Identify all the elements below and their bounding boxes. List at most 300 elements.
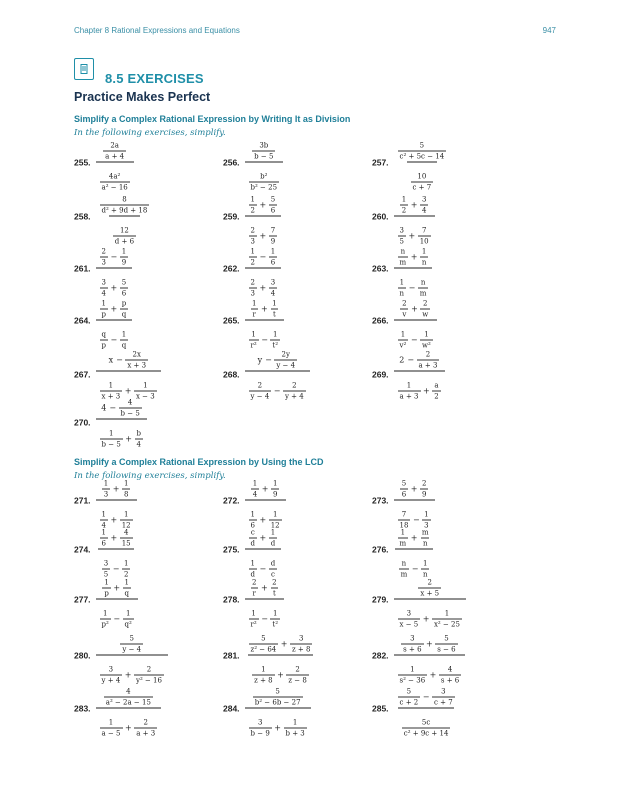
fraction-denominator: x + 3 — [101, 392, 121, 401]
operator: + — [110, 283, 118, 293]
fraction-numerator: 2 — [143, 718, 148, 727]
fraction-denominator: 3 — [424, 521, 429, 530]
expression-row — [99, 248, 130, 267]
fraction-denominator: r — [252, 589, 256, 598]
inner-fraction — [400, 480, 408, 499]
operator: − — [273, 386, 281, 396]
operator: − — [259, 564, 267, 574]
inner-fraction — [100, 529, 108, 548]
exercise-number: 267. — [74, 369, 91, 379]
fraction-numerator: 3 — [270, 278, 276, 287]
fraction-denominator: b + 3 — [285, 729, 305, 738]
complex-fraction — [245, 678, 311, 739]
fraction-numerator: 2x — [132, 350, 141, 359]
operator: + — [261, 484, 269, 494]
fraction-numerator: 2 — [425, 350, 431, 359]
exercise-282 — [372, 625, 466, 686]
complex-numerator — [396, 186, 433, 216]
fraction-numerator: 1 — [101, 528, 107, 537]
fraction-numerator: 3 — [410, 634, 415, 643]
exercise-number: 269. — [372, 369, 389, 379]
fraction-denominator: 4 — [136, 440, 141, 449]
fraction-denominator: 6 — [270, 206, 276, 215]
exercise-number: 270. — [74, 417, 91, 427]
fraction-denominator: p² — [101, 620, 109, 629]
inner-fraction — [249, 248, 257, 267]
fraction-numerator: 1 — [272, 609, 278, 618]
complex-numerator — [100, 678, 157, 708]
expression-row — [397, 248, 430, 267]
exercise-257 — [372, 132, 451, 193]
operator: − — [265, 355, 272, 365]
exercise-number: 279. — [372, 594, 389, 604]
expression-row — [256, 351, 298, 370]
fraction-denominator: 4 — [101, 521, 107, 530]
fraction-numerator: 3 — [399, 226, 405, 235]
fraction-denominator: z + 8 — [291, 645, 311, 654]
inner-fraction — [120, 529, 133, 548]
term: x — [108, 355, 114, 365]
fraction-denominator: d — [250, 570, 256, 579]
fraction-denominator: a + 3 — [136, 729, 156, 738]
inner-fraction — [120, 635, 143, 654]
fraction-numerator: n — [401, 559, 407, 568]
operator: + — [112, 484, 120, 494]
complex-numerator — [96, 186, 154, 216]
fraction-denominator: p — [104, 589, 109, 598]
fraction-denominator: s + 6 — [403, 645, 422, 654]
complex-numerator — [245, 186, 282, 216]
instruction-lcd: In the following exercises, simplify. — [74, 471, 226, 481]
fraction-denominator: t² — [272, 620, 279, 629]
fraction-denominator: s² − 36 — [399, 676, 426, 685]
pencil-paper-icon — [74, 58, 94, 80]
inner-fraction — [100, 430, 123, 449]
expression-row — [248, 196, 279, 215]
expression-row — [398, 351, 441, 370]
fraction-denominator: q — [124, 589, 130, 598]
exercise-264 — [74, 290, 133, 351]
fraction-denominator: z² − 64 — [250, 645, 277, 654]
expression-row — [248, 529, 279, 548]
operator: + — [426, 639, 433, 649]
fraction-numerator: n — [420, 278, 426, 287]
fraction-numerator: c — [250, 528, 255, 537]
complex-fraction — [245, 347, 310, 402]
fraction-numerator: 1 — [272, 299, 277, 308]
fraction-numerator: 1 — [424, 330, 429, 339]
complex-numerator — [394, 678, 459, 708]
fraction-denominator: 6 — [250, 521, 256, 530]
fraction-denominator: 4 — [270, 289, 276, 298]
inner-fraction — [401, 635, 423, 654]
fraction-numerator: 1 — [261, 665, 266, 674]
inner-fraction — [269, 529, 277, 548]
complex-fraction — [96, 395, 147, 450]
fraction-numerator: 3 — [298, 634, 304, 643]
complex-numerator — [414, 569, 445, 599]
inner-fraction — [432, 382, 440, 401]
fraction-numerator: 1 — [102, 609, 108, 618]
expression-row — [103, 688, 154, 707]
fraction-numerator: 5 — [275, 687, 280, 696]
fraction-numerator: 3 — [108, 665, 114, 674]
fraction-denominator: x + 5 — [420, 589, 440, 598]
inner-fraction — [100, 248, 108, 267]
fraction-numerator: 1 — [270, 528, 276, 537]
fraction-numerator: 1 — [272, 479, 278, 488]
operator: − — [412, 515, 420, 525]
fraction-numerator: 2 — [272, 578, 277, 587]
expression-row — [252, 688, 304, 707]
fraction-denominator: c — [271, 570, 275, 579]
inner-fraction — [402, 719, 451, 738]
fraction-denominator: s + 6 — [440, 676, 460, 685]
fraction-numerator: 5 — [419, 141, 425, 150]
fraction-numerator: 1 — [108, 718, 114, 727]
fraction-numerator: 1 — [252, 479, 258, 488]
fraction-denominator: x + 3 — [127, 361, 147, 370]
fraction-numerator: 1 — [272, 510, 278, 519]
fraction-numerator: 2 — [101, 247, 107, 256]
complex-numerator — [247, 470, 284, 500]
fraction-numerator: 5 — [406, 687, 412, 696]
section-subtitle: Practice Makes Perfect — [74, 90, 211, 104]
fraction-numerator: d — [270, 559, 276, 568]
exercise-number: 259. — [223, 211, 240, 221]
fraction-numerator: 5 — [270, 195, 276, 204]
complex-denominator — [96, 419, 147, 450]
inner-fraction — [398, 382, 421, 401]
term: y — [257, 355, 263, 365]
expression-row — [249, 579, 280, 598]
operator: − — [408, 283, 416, 293]
fraction-denominator: t² — [272, 341, 279, 350]
fraction-denominator: m — [399, 539, 407, 548]
complex-numerator — [96, 290, 133, 320]
fraction-numerator: 2 — [423, 299, 428, 308]
fraction-denominator: a − 5 — [101, 729, 121, 738]
complex-fraction — [394, 132, 451, 193]
fraction-denominator: v — [402, 310, 407, 319]
fraction-denominator: m — [399, 258, 407, 267]
fraction-numerator: 2 — [292, 381, 297, 390]
exercise-number: 285. — [372, 703, 389, 713]
fraction-numerator: 1 — [251, 299, 257, 308]
operator: − — [261, 614, 268, 624]
fraction-denominator: 5 — [399, 237, 405, 246]
fraction-numerator: 1 — [121, 330, 127, 339]
fraction-denominator: 2 — [434, 392, 439, 401]
complex-fraction — [394, 290, 437, 351]
fraction-numerator: 1 — [108, 381, 114, 390]
exercise-number: 260. — [372, 211, 389, 221]
fraction-numerator: 1 — [125, 609, 131, 618]
objective-heading-lcd: Simplify a Complex Rational Expression by Using the LCD — [74, 457, 324, 467]
fraction-denominator: t — [272, 310, 276, 319]
fraction-denominator: b − 5 — [101, 440, 121, 449]
fraction-numerator: 1 — [123, 559, 129, 568]
exercise-285 — [372, 678, 460, 739]
fraction-denominator: x − 5 — [399, 620, 419, 629]
fraction-denominator: a² − 2a − 15 — [105, 698, 151, 707]
fraction-denominator: 5 — [103, 570, 109, 579]
inner-fraction — [125, 351, 148, 370]
fraction-numerator: 2 — [421, 479, 427, 488]
fraction-numerator: 5 — [261, 634, 266, 643]
exercise-number: 277. — [74, 594, 91, 604]
operator: + — [410, 252, 418, 262]
complex-fraction — [394, 678, 459, 739]
operator: + — [411, 304, 418, 314]
inner-fraction — [432, 688, 455, 707]
complex-numerator — [116, 625, 147, 655]
operator: + — [410, 484, 418, 494]
fraction-denominator: c + 7 — [412, 183, 432, 192]
fraction-numerator: 1 — [123, 479, 129, 488]
expression-row — [249, 300, 280, 319]
complex-numerator — [96, 238, 133, 268]
fraction-numerator: 1 — [250, 510, 256, 519]
inner-fraction — [269, 196, 277, 215]
complex-numerator — [245, 625, 317, 655]
inner-fraction — [120, 248, 128, 267]
fraction-numerator: 7 — [421, 226, 427, 235]
expression-row — [99, 300, 130, 319]
operator: + — [280, 639, 288, 649]
operator: + — [113, 583, 121, 593]
expression-row — [400, 635, 458, 654]
inner-fraction — [398, 142, 447, 161]
fraction-denominator: 15 — [121, 539, 131, 548]
expression-row — [397, 688, 456, 707]
expression-row — [248, 719, 308, 738]
expression-row — [399, 196, 430, 215]
exercise-number: 271. — [74, 495, 91, 505]
exercise-number: 262. — [223, 263, 240, 273]
inner-fraction — [102, 480, 110, 499]
inner-fraction — [100, 300, 108, 319]
operator: + — [259, 533, 267, 543]
inner-fraction — [420, 480, 428, 499]
operator: − — [407, 355, 415, 365]
fraction-denominator: 6 — [101, 539, 107, 548]
fraction-numerator: 1 — [101, 299, 107, 308]
fraction-numerator: 3 — [441, 687, 446, 696]
exercise-number: 257. — [372, 157, 389, 167]
fraction-denominator: 6 — [121, 289, 127, 298]
fraction-denominator: x² − 25 — [433, 620, 460, 629]
operator: + — [429, 670, 437, 680]
fraction-numerator: 3 — [101, 278, 107, 287]
inner-fraction — [417, 351, 440, 370]
exercise-number: 273. — [372, 495, 389, 505]
fraction-denominator: 3 — [250, 289, 256, 298]
fraction-numerator: 1 — [103, 479, 109, 488]
fraction-denominator: b² − 25 — [250, 183, 278, 192]
fraction-numerator: 1 — [399, 278, 405, 287]
fraction-numerator: b² — [260, 172, 268, 181]
fraction-denominator: 2 — [401, 206, 407, 215]
complex-fraction — [96, 132, 134, 193]
fraction-denominator: 3 — [101, 258, 107, 267]
operator: + — [422, 614, 430, 624]
exercise-283 — [74, 678, 162, 739]
fraction-numerator: 4 — [447, 665, 453, 674]
fraction-numerator: 1 — [123, 510, 129, 519]
inner-fraction — [290, 635, 312, 654]
inner-fraction — [100, 196, 150, 215]
inner-fraction — [135, 430, 143, 449]
fraction-denominator: 2 — [250, 206, 256, 215]
fraction-numerator: a — [434, 381, 439, 390]
fraction-numerator: 2 — [402, 299, 407, 308]
complex-denominator — [394, 371, 445, 402]
expression-row — [101, 579, 132, 598]
complex-numerator — [96, 519, 137, 549]
fraction-denominator: w — [422, 310, 429, 319]
inner-fraction — [398, 248, 409, 267]
fraction-numerator: 1 — [251, 330, 256, 339]
fraction-numerator: 2 — [250, 278, 256, 287]
complex-fraction — [96, 290, 133, 351]
complex-fraction — [394, 347, 445, 402]
expression-row — [101, 480, 132, 499]
expression-row — [100, 399, 143, 418]
complex-fraction — [394, 625, 466, 686]
fraction-denominator: d + 6 — [114, 237, 135, 246]
complex-numerator — [99, 132, 130, 162]
fraction-denominator: c + 7 — [433, 698, 453, 707]
inner-fraction — [270, 579, 278, 598]
exercise-number: 264. — [74, 315, 91, 325]
instruction-division: In the following exercises, simplify. — [74, 128, 226, 138]
fraction-denominator: z + 8 — [254, 676, 273, 685]
exercise-265 — [223, 290, 285, 351]
exercise-255 — [74, 132, 135, 193]
exercise-number: 265. — [223, 315, 240, 325]
fraction-numerator: 8 — [122, 195, 127, 204]
exercise-268 — [223, 347, 311, 402]
fraction-denominator: a + 3 — [399, 392, 419, 401]
inner-fraction — [253, 688, 303, 707]
inner-fraction — [435, 635, 457, 654]
fraction-denominator: c + 2 — [399, 698, 419, 707]
expression-row — [399, 300, 431, 319]
exercise-284 — [223, 678, 312, 739]
fraction-denominator: q — [121, 310, 127, 319]
expression-row — [417, 579, 442, 598]
complex-numerator — [98, 470, 135, 500]
inner-fraction — [250, 300, 258, 319]
fraction-numerator: 1 — [250, 195, 256, 204]
fraction-numerator: 5 — [121, 278, 127, 287]
operator: + — [125, 434, 132, 444]
complex-fraction — [245, 569, 284, 630]
fraction-denominator: q² — [124, 620, 132, 629]
inner-fraction — [420, 529, 431, 548]
fraction-denominator: y + 4 — [284, 392, 304, 401]
inner-fraction — [270, 300, 278, 319]
operator: − — [411, 564, 419, 574]
fraction-denominator: n — [422, 570, 428, 579]
exercise-number: 280. — [74, 650, 91, 660]
inner-fraction — [420, 196, 428, 215]
chapter-title: Chapter 8 Rational Expressions and Equations — [74, 26, 240, 35]
fraction-numerator: 2 — [257, 381, 263, 390]
fraction-denominator: y − 4 — [250, 392, 270, 401]
fraction-numerator: m — [421, 528, 429, 537]
inner-fraction — [400, 196, 408, 215]
fraction-numerator: 2 — [295, 665, 300, 674]
expression-row — [99, 529, 134, 548]
inner-fraction — [120, 300, 128, 319]
exercise-270 — [74, 395, 148, 450]
inner-fraction — [398, 688, 421, 707]
expression-row — [248, 635, 314, 654]
exercise-number: 272. — [223, 495, 240, 505]
inner-fraction — [400, 300, 408, 319]
exercise-278 — [223, 569, 285, 630]
complex-numerator — [249, 678, 307, 708]
fraction-numerator: 1 — [143, 381, 148, 390]
expression-row — [248, 248, 279, 267]
operator: + — [259, 515, 267, 525]
fraction-denominator: n — [421, 258, 427, 267]
operator: − — [259, 252, 267, 262]
fraction-denominator: y² − 16 — [135, 676, 162, 685]
inner-fraction — [249, 635, 279, 654]
fraction-denominator: d — [270, 539, 276, 548]
exercise-number: 283. — [74, 703, 91, 713]
fraction-denominator: 3 — [103, 490, 109, 499]
operator: − — [110, 335, 118, 345]
fraction-denominator: d² + 9d + 18 — [101, 206, 148, 215]
complex-numerator — [104, 347, 152, 371]
complex-denominator — [245, 708, 311, 739]
operator: + — [277, 670, 284, 680]
fraction-numerator: 7 — [270, 226, 276, 235]
fraction-numerator: 2 — [250, 226, 256, 235]
inner-fraction — [122, 480, 130, 499]
fraction-numerator: 1 — [108, 429, 114, 438]
fraction-numerator: 3b — [259, 141, 269, 150]
operator: − — [261, 335, 268, 345]
exercise-280 — [74, 625, 169, 686]
expression-row — [99, 196, 151, 215]
operator: + — [124, 386, 132, 396]
fraction-denominator: m — [400, 570, 408, 579]
complex-fraction — [96, 347, 161, 402]
complex-fraction — [394, 569, 466, 630]
fraction-denominator: y − 4 — [122, 645, 142, 654]
operator: + — [124, 670, 132, 680]
exercise-number: 281. — [223, 650, 240, 660]
inner-fraction — [418, 579, 441, 598]
expression-row — [119, 635, 144, 654]
exercise-number: 282. — [372, 650, 389, 660]
inner-fraction — [102, 579, 110, 598]
fraction-numerator: 4a² — [108, 172, 121, 181]
operator: + — [408, 231, 416, 241]
fraction-denominator: y − 4 — [276, 361, 296, 370]
fraction-denominator: b² − 6b − 27 — [254, 698, 301, 707]
complex-fraction — [96, 569, 138, 630]
inner-fraction — [284, 719, 307, 738]
fraction-denominator: z − 8 — [288, 676, 307, 685]
expression-row — [248, 382, 307, 401]
fraction-numerator: 1 — [424, 510, 429, 519]
